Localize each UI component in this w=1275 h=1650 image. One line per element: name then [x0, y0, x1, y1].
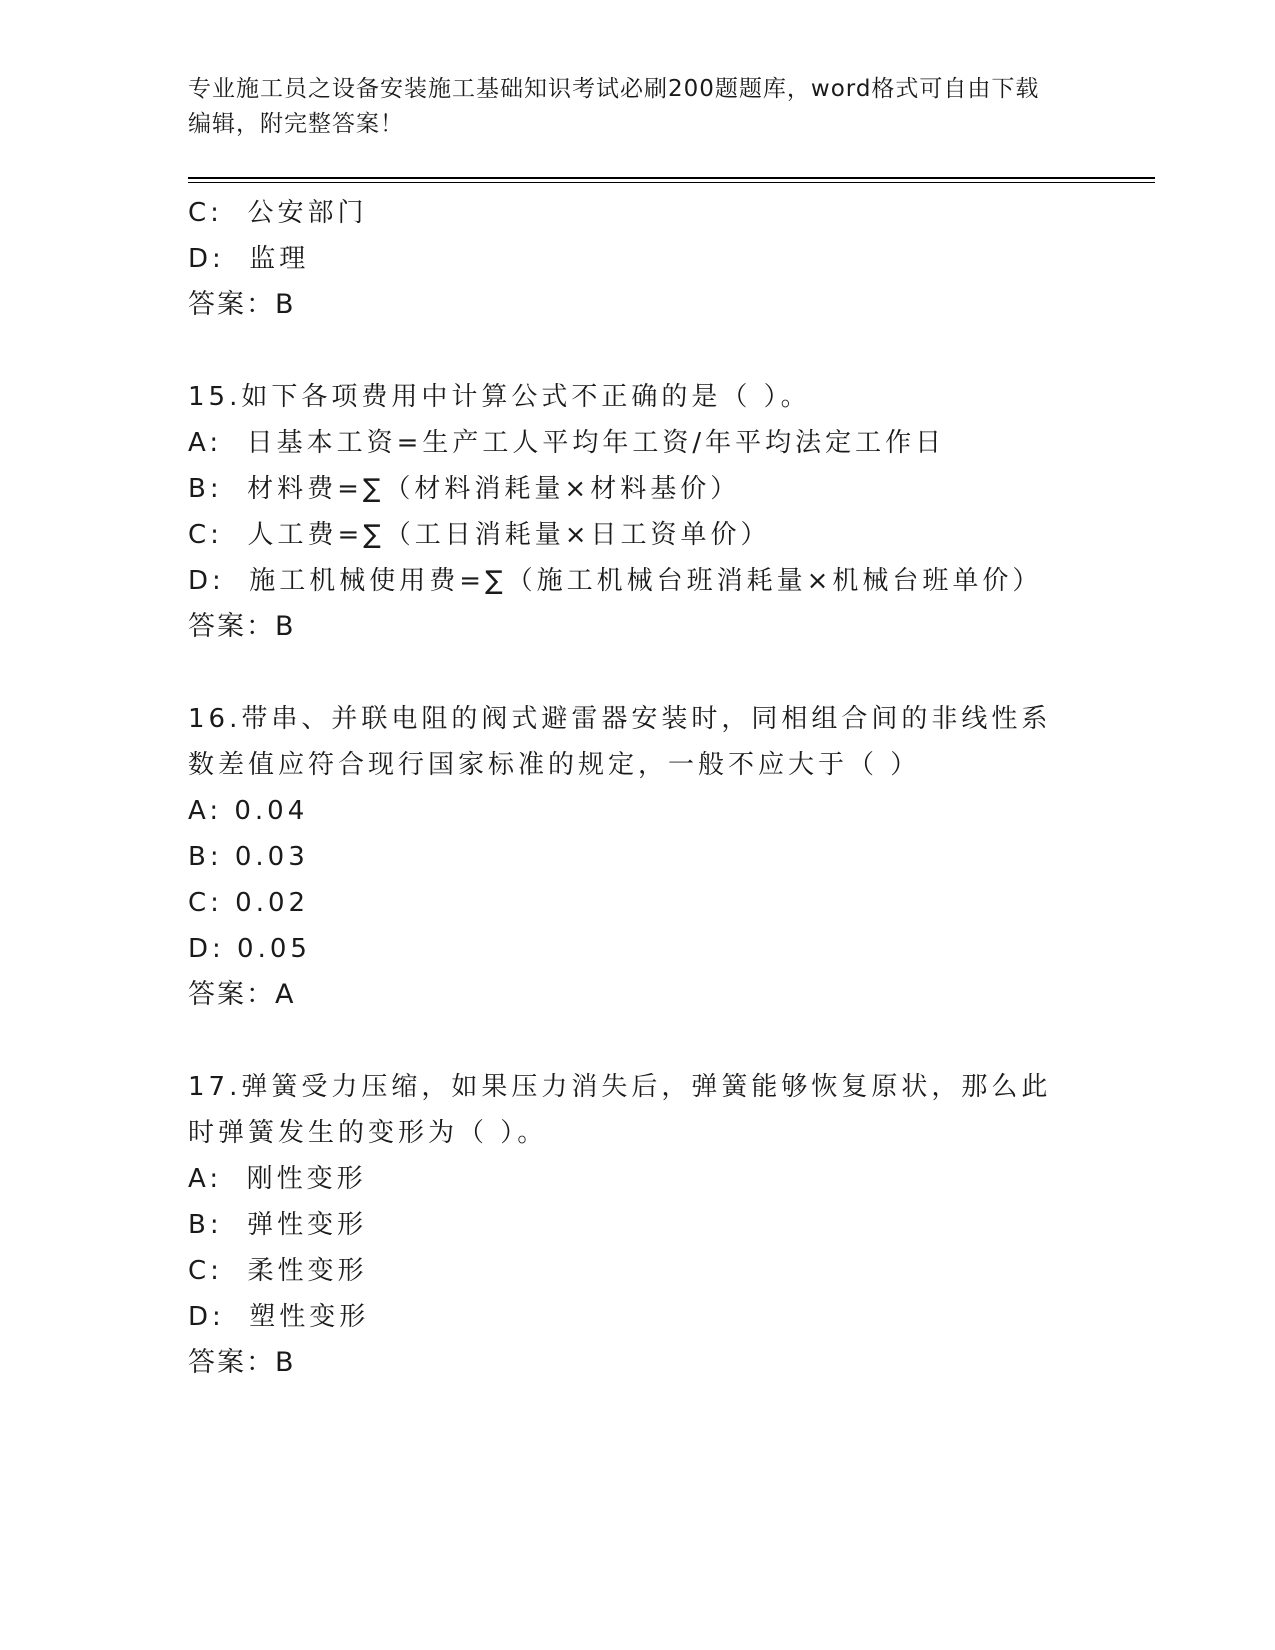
- spacer: [188, 650, 1088, 696]
- spacer: [188, 328, 1088, 374]
- option-a: A: 日基本工资=生产工人平均年工资/年平均法定工作日: [188, 428, 946, 458]
- option-b: B: 弹性变形: [188, 1210, 368, 1240]
- document-header: [188, 72, 1068, 142]
- option-a: A: 刚性变形: [188, 1164, 367, 1194]
- option-d: D: 塑性变形: [188, 1302, 370, 1332]
- option-c: C: 公安部门: [188, 198, 368, 228]
- option-d: D: 监理: [188, 244, 310, 274]
- header-title-line-1: 专业施工员之设备安装施工基础知识考试必刷200题题库，word格式可自由下载: [188, 76, 1040, 102]
- question-stem: 16.带串、并联电阻的阀式避雷器安装时，同相组合间的非线性系数差值应符合现行国家标准的规定，一般不应大于（ ）: [188, 704, 1052, 780]
- answer-line: 答案：B: [188, 289, 296, 320]
- previous-question-block: [188, 190, 1088, 328]
- document-body: [188, 190, 1088, 1386]
- spacer: [188, 1018, 1088, 1064]
- option-d: D: 0.05: [188, 934, 311, 964]
- option-d: D: 施工机械使用费=∑（施工机械台班消耗量×机械台班单价）: [188, 566, 1043, 596]
- option-b: B: 0.03: [188, 842, 309, 872]
- option-c: C: 人工费=∑（工日消耗量×日工资单价）: [188, 520, 771, 550]
- option-c: C: 0.02: [188, 888, 310, 918]
- header-title-line-2: 编辑，附完整答案！: [188, 111, 404, 137]
- answer-line: 答案：A: [188, 979, 296, 1010]
- option-c: C: 柔性变形: [188, 1256, 368, 1286]
- question-stem: 15.如下各项费用中计算公式不正确的是（ ）。: [188, 382, 811, 412]
- question-16-block: [188, 696, 1088, 1018]
- header-divider-thick: [188, 177, 1155, 179]
- answer-line: 答案：B: [188, 611, 296, 642]
- option-b: B: 材料费=∑（材料消耗量×材料基价）: [188, 474, 741, 504]
- question-15-block: [188, 374, 1088, 650]
- answer-line: 答案：B: [188, 1347, 296, 1378]
- question-17-block: [188, 1064, 1088, 1386]
- option-a: A: 0.04: [188, 796, 309, 826]
- question-stem: 17.弹簧受力压缩，如果压力消失后，弹簧能够恢复原状，那么此时弹簧发生的变形为（ ）。: [188, 1072, 1052, 1148]
- header-divider-thin: [188, 182, 1155, 183]
